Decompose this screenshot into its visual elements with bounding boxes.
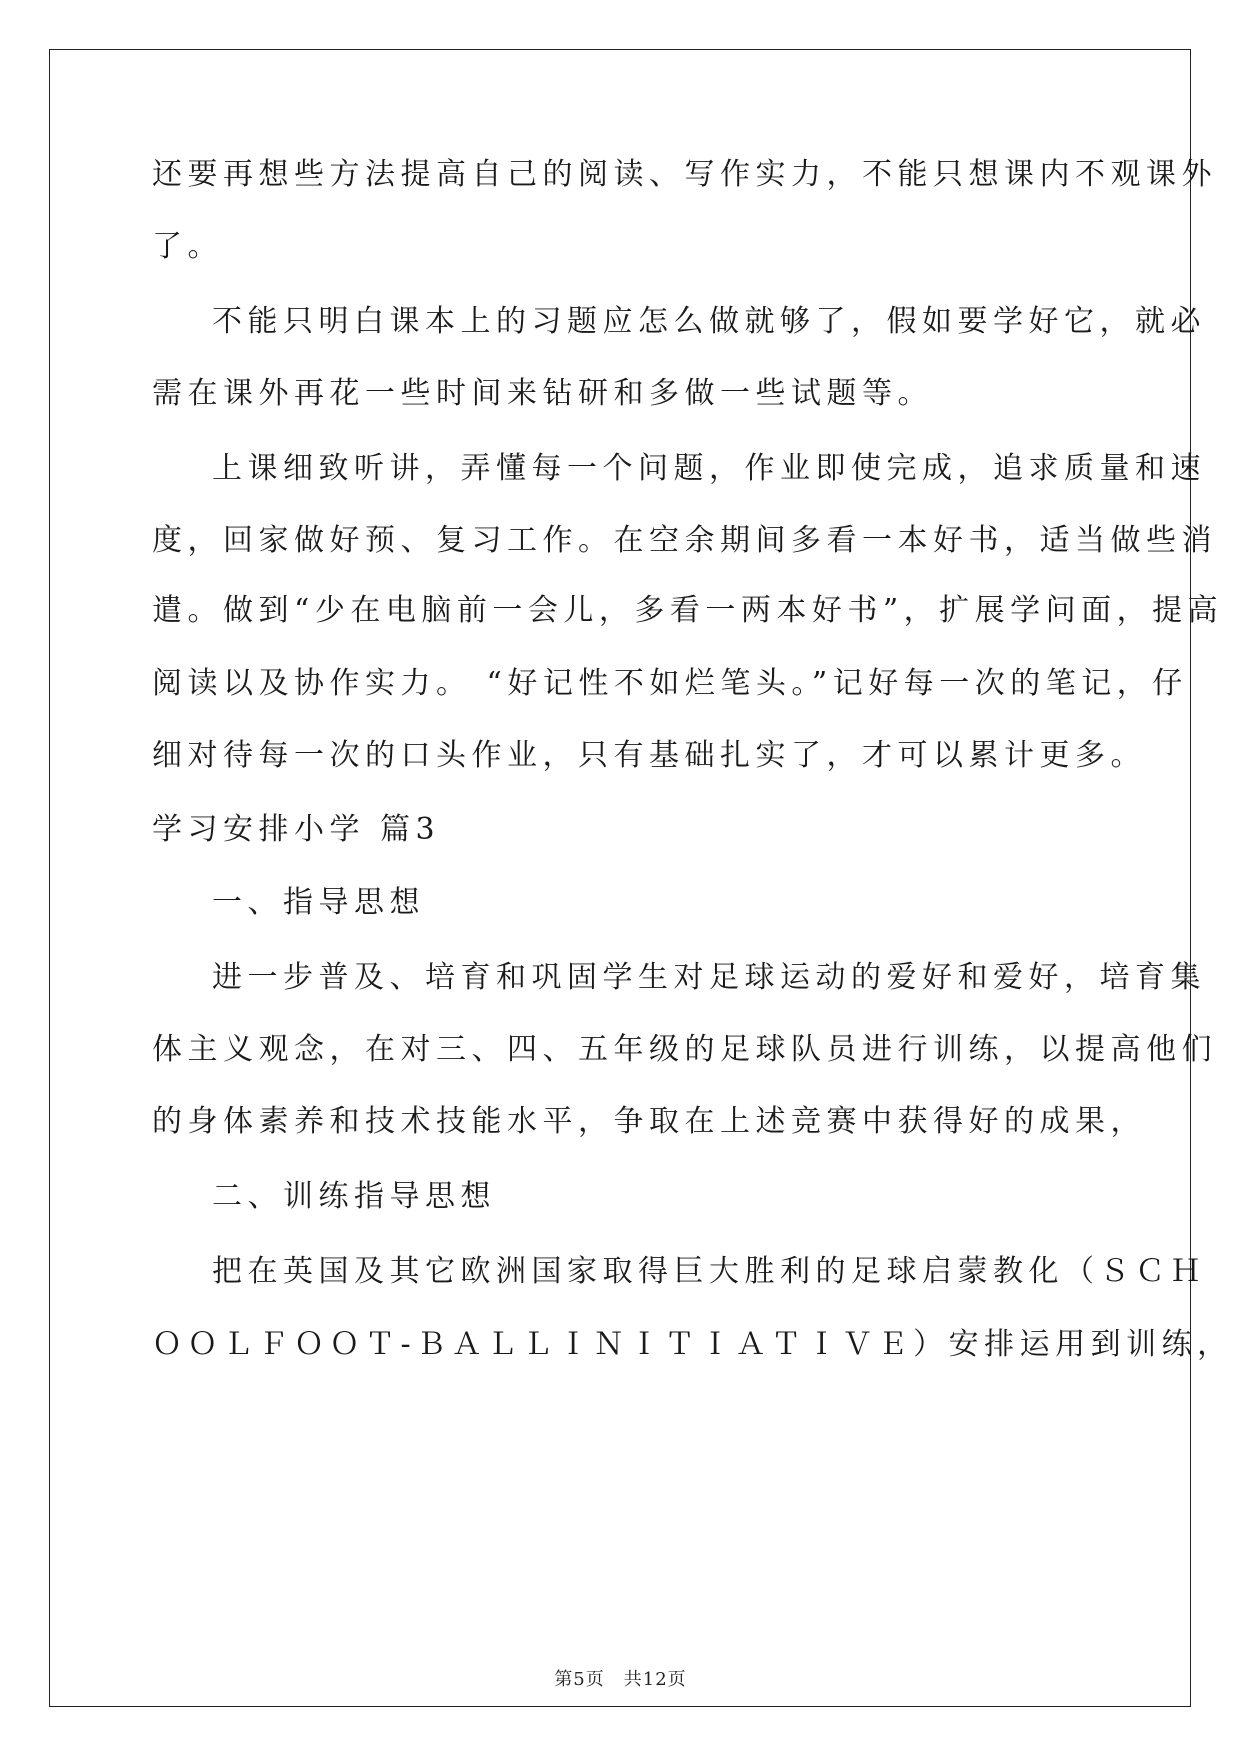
text-line: ＯＯＬＦＯＯＴ-ＢＡＬＬＩＮＩＴＩＡＴＩＶＥ）安排运用到训练， [152,1327,1233,1362]
text-line: 细对待每一次的口头作业，只有基础扎实了，才可以累计更多。 [152,738,1146,773]
text-line: 度，回家做好预、复习工作。在空余期间多看一本好书，适当做些消 [152,523,1217,558]
page-border [49,49,1191,1707]
section-title: 学习安排小学 篇3 [152,812,441,847]
text-line: 进一步普及、培育和巩固学生对足球运动的爱好和爱好，培育集 [212,960,1206,995]
text-line: 了。 [152,229,223,264]
text-line: 需在课外再花一些时间来钻研和多做一些试题等。 [152,376,933,411]
page-footer: 第5页 共12页 [554,1669,687,1690]
text-line: 把在英国及其它欧洲国家取得巨大胜利的足球启蒙教化（ＳＣＨ [212,1254,1206,1289]
section-heading: 一、指导思想 [212,885,425,920]
text-line: 不能只明白课本上的习题应怎么做就够了，假如要学好它，就必 [212,304,1206,339]
text-line: 还要再想些方法提高自己的阅读、写作实力，不能只想课内不观课外 [152,157,1217,192]
text-line: 阅读以及协作实力。 “好记性不如烂笔头。”记好每一次的笔记，仔 [152,666,1188,701]
text-line: 体主义观念，在对三、四、五年级的足球队员进行训练，以提高他们 [152,1032,1217,1067]
text-line: 遣。做到“少在电脑前一会儿，多看一两本好书”，扩展学问面，提高 [152,593,1224,628]
section-heading: 二、训练指导思想 [212,1179,496,1214]
text-line: 上课细致听讲，弄懂每一个问题，作业即使完成，追求质量和速 [212,451,1206,486]
text-line: 的身体素养和技术技能水平，争取在上述竞赛中获得好的成果， [152,1104,1146,1139]
